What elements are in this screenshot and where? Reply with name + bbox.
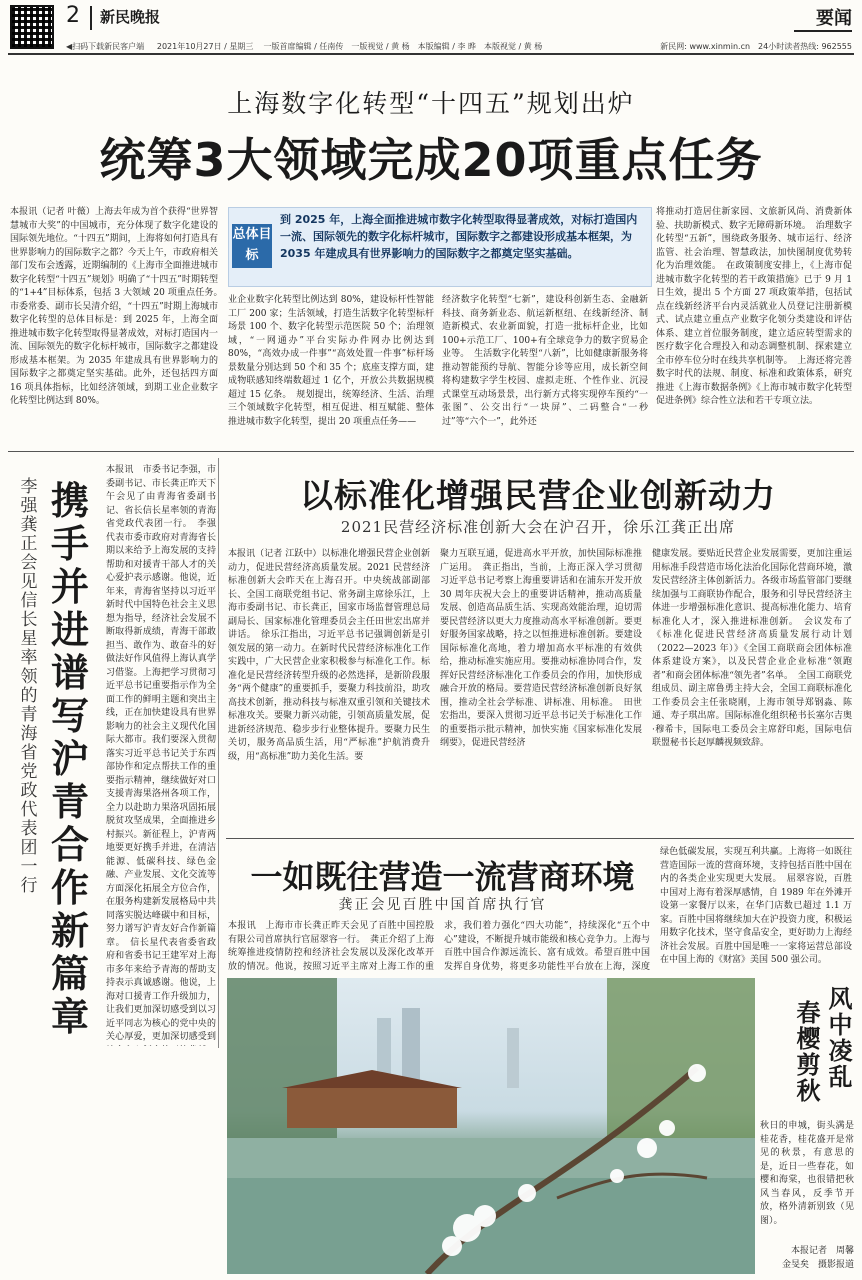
scan-hint: ◀扫码下载新民客户端 [66, 42, 145, 51]
photo-credit [760, 1244, 854, 1272]
page-number: 2 [66, 3, 80, 28]
story3-headline: 一如既往营造一流营商环境 [250, 858, 635, 896]
editor-line: 一版首席编辑 / 任南传 一版视觉 / 黄 杨 本版编辑 / 李 晔 本版视觉 / 黄 杨 [263, 42, 543, 51]
cherry-blossom-photo [227, 978, 755, 1274]
story2-subtitle: 2021民营经济标准创新大会在沪召开，徐乐江龚正出席 [340, 518, 736, 536]
story3-column-2: 求，我们着力强化“四大功能”，持续深化“五个中心”建设，不断提升城市能级和核心竞争力。上海与百胜中国合作源远流长、富有成效。希望百胜中国发挥自身优势，将更多功能性平台放在上海，深度 [444, 921, 650, 972]
date-line: 2021年10月27日 / 星期三 [156, 42, 254, 51]
side-column-rule [218, 458, 219, 1048]
lead-column-2: 业企业数字化转型比例达到 80%，建设标杆性智能工厂 200 家；生活领域，打造生活数字化转型标杆场景 100 个、数字化转型示范医院 50 个；治理领域，“一网通办”平台实际办件网办比例达到 80%，“高效办成一件事”“高效处置一件事”标杆场景数量分别达到 50 个和 35 个；底座支撑方面，建成物联感知终端数超过 1 亿个，开放公共数据规模超过 15 亿条。 规划提出，统筹经济、生活、治理三个领域数字化转型，相互促进、相互赋能、整体推进城市数字化转型，提出 20 项重点任务—— [228, 295, 434, 427]
photo-credit-1: 本报记者 周馨 [790, 1246, 854, 1256]
story2-headline: 以标准化增强民营企业创新动力 [300, 476, 776, 515]
photo-credit-2: 金旻矣 摄影报道 [781, 1260, 854, 1270]
photo-title-2: 春樱剪秋 [792, 1000, 820, 1104]
header-divider [90, 6, 92, 30]
story2-divider [226, 838, 854, 839]
header-info [66, 41, 542, 52]
photo-title-1: 风中凌乱 [824, 986, 852, 1090]
goal-tag: 总体目标 [232, 224, 272, 268]
side-column-2 [10, 1048, 218, 1274]
side-column-1: 本报讯 市委书记李强，市委副书记、市长龚正昨天下午会见了由青海省委副书记、省长信长星率领的青海省党政代表团一行。 李强代表市委市政府对青海省长期以来给予上海发展的支持帮助和对援青干部人才的关心爱护表示感谢。他说，近年来，青海省坚持以习近平新时代中国特色社会主义思想为指导，经济社会发展不断取得新成绩，青海干部敢担当、敢作为、敢奋斗的好做法好作风值得上海认真学习借鉴。上海把学习贯彻习近平总书记重要指示作为全面工作的鲜明主题和突出主线，正在加快建设具有世界影响力的社会主义现代化国际大都市。我们要深入贯彻落实习近平总书记关于东西部协作和定点帮扶工作的重要指示精神，继续做好对口支援青海果洛州各项工作，全力以赴助力果洛巩固拓展脱贫攻坚成果，全面推进乡村振兴。新征程上，沪青两地要更好携手并进，在清洁能源、低碳科技、绿色金融、产业发展、文化交流等方面深化拓展全方位合作，在服务构建新发展格局中共同落实脱达峰碳中和目标，努力谱写沪青友好合作新篇章。 信长星代表省委省政府和省委书记王建军对上海市多年来给予青海的帮助支持表示真诚感谢。他说，上海对口援青工作升级加力，让我们更加深切感受到以习近平同志为核心的党中央的关心厚爱，更加深切感受到 [106, 465, 216, 1042]
lead-column-3: 经济数字化转型“七新”，建设科创新生态、金融新科技、商务新业态、航运新枢纽、在线新经济、制造新模式、农业新面貌，打造一批标杆企业，比如 100+示范工厂、100+有全球竞争力的数字贸易企业等。 生活数字化转型“八新”，比如健康新服务将推动智能预约导航、智能分诊等应用，成长新空间将构建数字学生校园、虚拟走班、个性作业、沉浸式课堂互动场景景，出行新方式将实现停车预约“一张图”、公交出行“一块屏”、二码整合“一秒过”等“六个一”，此外还 [442, 295, 648, 427]
story2-column-1: 本报讯（记者 江跃中）以标准化增强民营企业创新动力，促进民营经济高质量发展。2021 民营经济标准创新大会昨天在上海召开。中央统战部副部长、全国工商联党组书记、常务副主席徐乐江，上海市委副书记、市长龚正，国家市场监督管理总局副局长、国家标准化管理委员会主任田世宏出席并讲话。 徐乐江指出，习近平总书记强调创新是引领发展的第一动力。在新时代民营经济标准化工作实践中，广大民营企业家积极参与标准化工作。标准化是民营经济转型升级的必然选择，是新阶段服务“两个健康”的重要抓手，要聚力科技前沿，助攻高技术创新，推动科技与标准双重引领和关键技术标准攻关。要聚力新兴动能，引领高质量发展，促进新经济规范、稳步步行业整体提升。要聚力民生关切，服务高品质生活，用“严标准”护航消费升级，用“高标准”助力美化生活。要 [228, 549, 430, 762]
photo-title [758, 986, 856, 1106]
story3-subtitle: 龚正会见百胜中国首席执行官 [338, 897, 547, 913]
side-kicker: 李强龚正会见信长星率领的青海省党政代表团一行 [20, 477, 38, 896]
story2-column-3: 健康发展。要贴近民营企业发展需要，更加注重运用标准手段营造市场化法治化国际化营商环境，激发民营经济主体创新活力。各级市场监管部门要继续加强与工商联协作配合，服务和引导民营经济主体进一步增强标准化意识、提高标准化能力、培育标准化人才，深入推进标准创新。 会议发布了《标准化促进民营经济高质量发展行动计划（2022—2023 年）》《全国工商联商会团体标准体系建设方案》，以及民营企业企业标准“领跑者”和商会团体标准“领先者”名单。 全国工商联党组成员、副主席鲁勇主持大会，全国工商联标准化工作委员会主任张晓刚，上海市领导郑钢淼、陈通、寿子琪出席。国际标准化组织秘书长塞尔吉奥·穆希卡，国际电工委员会主席舒印彪，国际电信联盟秘书长赵厚麟视频致辞。 [652, 549, 852, 748]
site-line: 新民网: www.xinmin.cn 24小时读者热线: 962555 [660, 42, 852, 51]
story2-column-2: 聚力互联互通，促进高水平开放，加快国际标准推广运用。 龚正指出，当前，上海正深入学习贯彻习近平总书记考察上海重要讲话和在浦东开发开放 30 周年庆祝大会上的重要讲话精神，推动高质量发展、创造高品质生活、实现高效能治理，迫切需要民营经济以更大力度推动高水平标准创新。要更好服务国家战略，持之以恒推进标准创新。要建设国际标准化高地，着力增加高水平标准的有效供给，推动标准实施应用。要推动标准协同合作，发挥好民营经济标准化工作委员会的作用，加快形成融合开放的格局。要营造民营经济标准创新良好氛围，推动全社会学标准、讲标准、用标准。 田世宏指出，要深入贯彻习近平总书记关于标准化工作的重要指示批示精神，加快实施《国家标准化发展纲要》，促进民营经济 [440, 549, 642, 748]
qr-code[interactable] [10, 5, 54, 49]
top-rule [8, 53, 854, 55]
side-headline: 携手并进谱写沪青合作新篇章 [50, 479, 89, 1039]
photo-caption: 秋日的申城，街头满是桂花香，桂花盛开是常见的秋景，有意思的是，近日一些春花，如樱和海棠，也很错把秋风当春风，反季节开放，格外清新别致（见图）。 [760, 1121, 854, 1226]
goal-text: 到 2025 年，上海全面推进城市数字化转型取得显著成效，对标打造国内一流、国际领先的数字化标杆城市，国际数字之都建设形成基本框架，为 2035 年建成具有世界影响力的国际数字之都奠定坚实基础。 [280, 213, 638, 260]
story3-column-3: 绿色低碳发展，实现互利共赢。上海将一如既往营造国际一流的营商环境，支持包括百胜中国在内的各类企业实现更大发展。 屈翠容说，百胜中国对上海有着深厚感情，自 1989 年在外滩开设第一家餐厅以来，在华门店数已超过 1.1 万家。百胜中国将继续加大在沪投资力度，积极运用数字化技术，坚守食品安全，更好助力上海经济社会发展。百胜中国是唯一一家将运营总部设在中国上海的《财富》美国 500 强公司。 [660, 847, 852, 965]
story3-column-1: 本报讯 上海市市长龚正昨天会见了百胜中国控股有限公司首席执行官屈翠容一行。 龚正介绍了上海统筹推进疫情防控和经济社会发展以及深化改革开放的情况。他说，按照习近平主席对上海工作的重 [228, 921, 434, 972]
paper-name: 新民晚报 [100, 8, 161, 26]
lead-divider [8, 451, 854, 452]
lead-column-4: 将推动打造居住新家园、文旅新风尚、消费新体验、扶助新模式、数字无障碍新环境。 治理数字化转型“五新”，围绕政务服务、城市运行、经济监管、社会治理、智慧政法，加快图制度优势转化为治理效能。 在政策制度安排上，《上海市促进城市数字化转型的若干政策措施》已于 9 月 1 日生效，提出 5 个方面 27 项政策举措，包括试点在线新经济平台内灵活就业人员登记注册新模式、试点建立重点产业数字化领分类建设和评估体系、建立首位服务制度，建立适应转型需求的医疗数字化合理投入和动态调整机制、探索建立全市停车位分时在线共享机制等。 上海还将完善数字时代的法规、制度、标准和政策体系，研究推进《上海市数据条例》《上海市城市数字化转型促进条例》综合性立法和若干专项立法。 [656, 207, 852, 406]
lead-kicker: 上海数字化转型“十四五”规划出炉 [227, 89, 635, 118]
section-rule [794, 30, 852, 32]
section-name: 要闻 [816, 8, 852, 29]
lead-column-1: 本报讯（记者 叶薇）上海去年成为首个获得“世界智慧城市大奖”的中国城市，充分体现了数字化建设的国际领先地位。“十四五”期间，上海将如何打造具有世界影响力的国际数字之都？今天上午，市政府相关部门发布会透露，近期编制的《上海市全面推进城市数字化转型“十四五”规划》明确了“十四五”时期转型的“1+4”目标体系，包括 3 大领域 20 项重点任务。 市委常委、副市长吴清介绍，“十四五”时期上海城市数字化转型的总体目标是：到 2025 年，上海全面推进城市数字化转型取得显著成效，对标打造国内一流、国际领先的数字化标杆城市，国际数字之都建设形成基本框架。为 2035 年建成具有世界影响力的国际数字之都奠定坚实基础。此外，还包括四方面 16 项具体指标，比如经济领域，到期工业企业数字化转型比例达到 80%。 [10, 207, 218, 406]
lead-headline: 统筹3大领域完成20项重点任务 [99, 133, 763, 187]
